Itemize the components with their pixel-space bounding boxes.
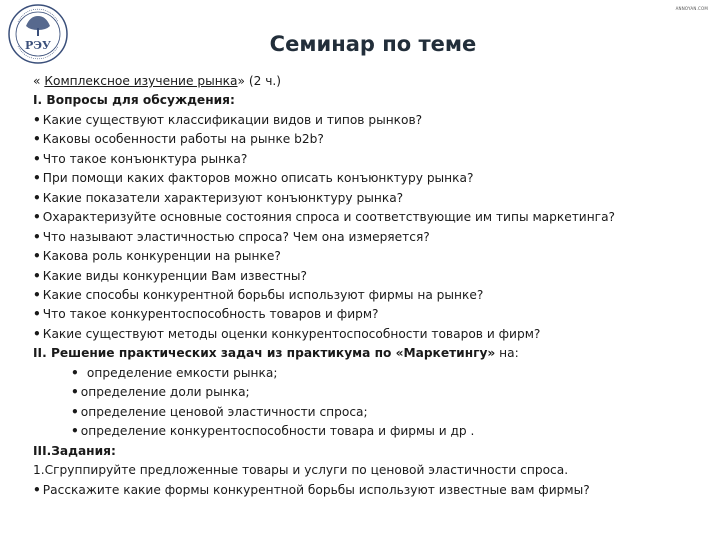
list-item: • определение ценовой эластичности спроса; [71,403,703,422]
seminar-content [33,72,703,500]
topic-open-quote: « [33,74,45,88]
section-3-heading: III.Задания: [33,443,116,458]
list-item: • определение конкурентоспособности товара и фирмы и др . [71,422,703,441]
list-item: • Какие виды конкуренции Вам известны? [33,267,703,286]
page-title: Семинар по теме [269,32,477,56]
list-item: • Каковы особенности работы на рынке b2b? [33,130,703,149]
numbered-item: 1.Сгруппируйте предложенные товары и услуги по ценовой эластичности спроса. [33,463,569,478]
list-item: • Какова роль конкуренции на рынке? [33,247,703,266]
section-2-heading-line [33,344,703,363]
list-item: • Какие способы конкурентной борьбы используют фирмы на рынке? [33,286,703,305]
list-item: • Что называют эластичностью спроса? Чем она измеряется? [33,228,703,247]
section-2-heading-suffix: на: [495,346,519,361]
list-item: • Какие показатели характеризуют конъюнктуру рынка? [33,189,703,208]
list-item: • Что такое конъюнктура рынка? [33,150,703,169]
topic-link[interactable]: Комплексное изучение рынка [44,74,238,88]
topic-close-quote: » [237,74,245,88]
list-item: • Что такое конкурентоспособность товаров и фирм? [33,305,703,324]
section-1-heading: I. Вопросы для обсуждения: [33,93,235,108]
list-item: • Расскажите какие формы конкурентной борьбы используют известные вам фирмы? [33,481,703,500]
topic-line [33,72,703,91]
list-item: • определение доли рынка; [71,383,703,402]
svg-text:РЭУ: РЭУ [25,39,51,52]
section-2-heading: II. Решение практических задач из практикума по «Маркетингу» [33,346,496,361]
list-item: • При помощи каких факторов можно описать конъюнктуру рынка? [33,169,703,188]
list-item: • Какие существуют классификации видов и типов рынков? [33,111,703,130]
list-item: • определение емкости рынка; [71,364,703,383]
topic-hours: (2 ч.) [244,74,282,88]
list-item: • Какие существуют методы оценки конкурентоспособности товаров и фирм? [33,325,703,344]
corner-watermark: ANNOYAN.COM [675,6,708,11]
list-item: • Охарактеризуйте основные состояния спроса и соответствующие им типы маркетинга? [33,208,703,227]
